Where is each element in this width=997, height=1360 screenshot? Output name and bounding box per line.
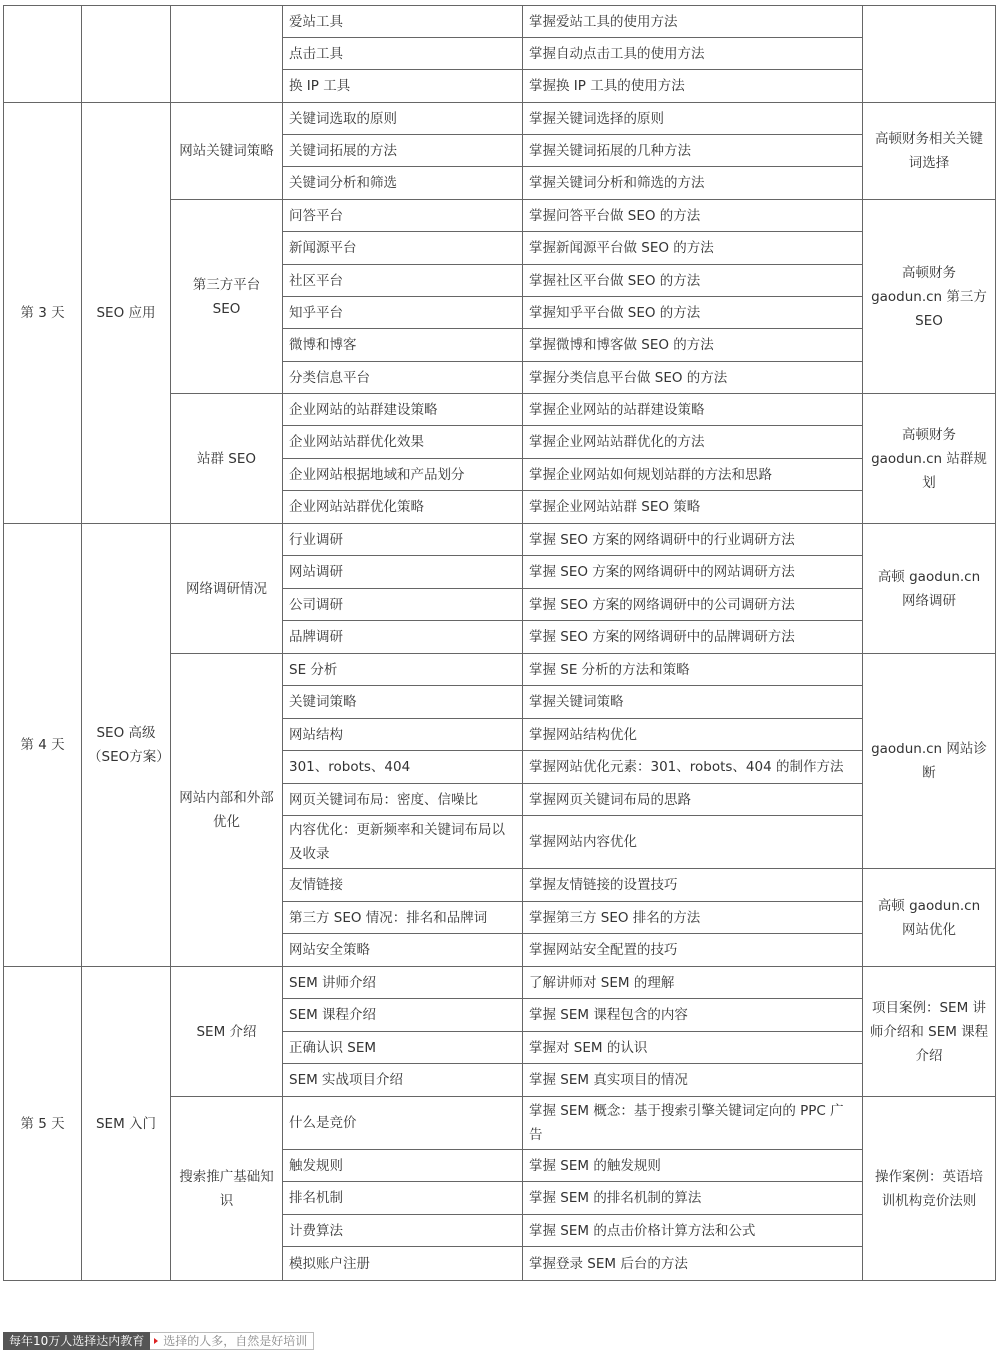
case-cell: 高顿财务 gaodun.cn 第三方 SEO bbox=[863, 200, 996, 394]
triangle-icon bbox=[154, 1338, 158, 1344]
goal-cell: 掌握 SEO 方案的网络调研中的品牌调研方法 bbox=[523, 621, 863, 654]
module-cell bbox=[82, 6, 171, 103]
goal-cell: 掌握 SEM 的触发规则 bbox=[523, 1150, 863, 1182]
goal-cell: 掌握 SEM 的排名机制的算法 bbox=[523, 1182, 863, 1215]
case-cell: 高顿 gaodun.cn 网络调研 bbox=[863, 524, 996, 654]
goal-cell: 掌握 SEM 的点击价格计算方法和公式 bbox=[523, 1215, 863, 1247]
section-cell: 网络调研情况 bbox=[171, 524, 283, 654]
goal-cell: 掌握 SEO 方案的网络调研中的网站调研方法 bbox=[523, 556, 863, 589]
day-cell: 第 4 天 bbox=[4, 524, 82, 967]
goal-cell: 了解讲师对 SEM 的理解 bbox=[523, 967, 863, 999]
section-cell: 网站关键词策略 bbox=[171, 103, 283, 200]
case-cell: 高顿 gaodun.cn 网站优化 bbox=[863, 869, 996, 967]
topic-cell: 网站调研 bbox=[283, 556, 523, 589]
topic-cell: 什么是竞价 bbox=[283, 1097, 523, 1150]
case-cell bbox=[863, 6, 996, 103]
goal-cell: 掌握关键词选择的原则 bbox=[523, 103, 863, 135]
section-cell bbox=[171, 6, 283, 103]
topic-cell: 企业网站根据地域和产品划分 bbox=[283, 459, 523, 491]
topic-cell: 第三方 SEO 情况：排名和品牌词 bbox=[283, 902, 523, 934]
goal-cell: 掌握第三方 SEO 排名的方法 bbox=[523, 902, 863, 934]
topic-cell: 爱站工具 bbox=[283, 6, 523, 38]
topic-cell: 网站安全策略 bbox=[283, 934, 523, 967]
table-row bbox=[4, 967, 996, 999]
topic-cell: 微博和博客 bbox=[283, 329, 523, 362]
goal-cell: 掌握微博和博客做 SEO 的方法 bbox=[523, 329, 863, 362]
topic-cell: SEM 课程介绍 bbox=[283, 999, 523, 1032]
section-cell: 第三方平台 SEO bbox=[171, 200, 283, 394]
topic-cell: 301、robots、404 bbox=[283, 751, 523, 784]
day-cell: 第 5 天 bbox=[4, 967, 82, 1281]
goal-cell: 掌握友情链接的设置技巧 bbox=[523, 869, 863, 902]
goal-cell: 掌握网站内容优化 bbox=[523, 816, 863, 869]
topic-cell: 友情链接 bbox=[283, 869, 523, 902]
case-cell: 高顿财务 gaodun.cn 站群规划 bbox=[863, 394, 996, 524]
topic-cell: 点击工具 bbox=[283, 38, 523, 70]
topic-cell: 关键词拓展的方法 bbox=[283, 135, 523, 167]
footer-badge: 每年10万人选择达内教育 bbox=[3, 1332, 150, 1350]
goal-cell: 掌握自动点击工具的使用方法 bbox=[523, 38, 863, 70]
goal-cell: 掌握网站优化元素：301、robots、404 的制作方法 bbox=[523, 751, 863, 784]
topic-cell: 行业调研 bbox=[283, 524, 523, 556]
goal-cell: 掌握新闻源平台做 SEO 的方法 bbox=[523, 232, 863, 265]
course-schedule-table bbox=[3, 5, 996, 1281]
case-cell: gaodun.cn 网站诊断 bbox=[863, 654, 996, 869]
topic-cell: 新闻源平台 bbox=[283, 232, 523, 265]
goal-cell: 掌握知乎平台做 SEO 的方法 bbox=[523, 297, 863, 329]
goal-cell: 掌握关键词分析和筛选的方法 bbox=[523, 167, 863, 200]
case-cell: 高顿财务相关关键词选择 bbox=[863, 103, 996, 200]
footer-slogan: 选择的人多，自然是好培训 bbox=[163, 1334, 308, 1348]
day-cell bbox=[4, 6, 82, 103]
topic-cell: 关键词选取的原则 bbox=[283, 103, 523, 135]
table-row bbox=[4, 103, 996, 135]
topic-cell: SE 分析 bbox=[283, 654, 523, 686]
topic-cell: 计费算法 bbox=[283, 1215, 523, 1247]
goal-cell: 掌握爱站工具的使用方法 bbox=[523, 6, 863, 38]
module-cell: SEM 入门 bbox=[82, 967, 171, 1281]
section-cell: 搜索推广基础知识 bbox=[171, 1097, 283, 1281]
section-cell: 站群 SEO bbox=[171, 394, 283, 524]
goal-cell: 掌握登录 SEM 后台的方法 bbox=[523, 1247, 863, 1281]
topic-cell: 知乎平台 bbox=[283, 297, 523, 329]
goal-cell: 掌握企业网站如何规划站群的方法和思路 bbox=[523, 459, 863, 491]
goal-cell: 掌握网站安全配置的技巧 bbox=[523, 934, 863, 967]
goal-cell: 掌握 SEO 方案的网络调研中的公司调研方法 bbox=[523, 589, 863, 621]
goal-cell: 掌握企业网站站群优化的方法 bbox=[523, 426, 863, 459]
goal-cell: 掌握分类信息平台做 SEO 的方法 bbox=[523, 362, 863, 394]
goal-cell: 掌握问答平台做 SEO 的方法 bbox=[523, 200, 863, 232]
section-cell: 网站内部和外部优化 bbox=[171, 654, 283, 967]
topic-cell: SEM 实战项目介绍 bbox=[283, 1064, 523, 1097]
case-cell: 操作案例：英语培训机构竞价法则 bbox=[863, 1097, 996, 1281]
footer-banner bbox=[3, 1332, 314, 1350]
topic-cell: 企业网站站群优化效果 bbox=[283, 426, 523, 459]
topic-cell: 排名机制 bbox=[283, 1182, 523, 1215]
topic-cell: 模拟账户注册 bbox=[283, 1247, 523, 1281]
goal-cell: 掌握关键词策略 bbox=[523, 686, 863, 719]
goal-cell: 掌握社区平台做 SEO 的方法 bbox=[523, 265, 863, 297]
day-cell: 第 3 天 bbox=[4, 103, 82, 524]
topic-cell: 正确认识 SEM bbox=[283, 1032, 523, 1064]
goal-cell: 掌握关键词拓展的几种方法 bbox=[523, 135, 863, 167]
topic-cell: 内容优化：更新频率和关键词布局以及收录 bbox=[283, 816, 523, 869]
topic-cell: 触发规则 bbox=[283, 1150, 523, 1182]
goal-cell: 掌握 SEO 方案的网络调研中的行业调研方法 bbox=[523, 524, 863, 556]
topic-cell: 网页关键词布局：密度、信噪比 bbox=[283, 784, 523, 816]
goal-cell: 掌握换 IP 工具的使用方法 bbox=[523, 70, 863, 103]
goal-cell: 掌握 SEM 真实项目的情况 bbox=[523, 1064, 863, 1097]
topic-cell: 公司调研 bbox=[283, 589, 523, 621]
goal-cell: 掌握网页关键词布局的思路 bbox=[523, 784, 863, 816]
section-cell: SEM 介绍 bbox=[171, 967, 283, 1097]
topic-cell: 社区平台 bbox=[283, 265, 523, 297]
case-cell: 项目案例：SEM 讲师介绍和 SEM 课程介绍 bbox=[863, 967, 996, 1097]
topic-cell: 企业网站站群优化策略 bbox=[283, 491, 523, 524]
table-row bbox=[4, 524, 996, 556]
module-cell: SEO 应用 bbox=[82, 103, 171, 524]
topic-cell: 关键词分析和筛选 bbox=[283, 167, 523, 200]
topic-cell: 网站结构 bbox=[283, 719, 523, 751]
goal-cell: 掌握 SEM 课程包含的内容 bbox=[523, 999, 863, 1032]
module-cell: SEO 高级（SEO方案） bbox=[82, 524, 171, 967]
goal-cell: 掌握 SEM 概念：基于搜索引擎关键词定向的 PPC 广告 bbox=[523, 1097, 863, 1150]
goal-cell: 掌握 SE 分析的方法和策略 bbox=[523, 654, 863, 686]
topic-cell: SEM 讲师介绍 bbox=[283, 967, 523, 999]
goal-cell: 掌握网站结构优化 bbox=[523, 719, 863, 751]
goal-cell: 掌握企业网站的站群建设策略 bbox=[523, 394, 863, 426]
topic-cell: 关键词策略 bbox=[283, 686, 523, 719]
footer-slogan-box bbox=[150, 1332, 314, 1350]
topic-cell: 分类信息平台 bbox=[283, 362, 523, 394]
topic-cell: 换 IP 工具 bbox=[283, 70, 523, 103]
topic-cell: 品牌调研 bbox=[283, 621, 523, 654]
topic-cell: 企业网站的站群建设策略 bbox=[283, 394, 523, 426]
goal-cell: 掌握对 SEM 的认识 bbox=[523, 1032, 863, 1064]
table-row bbox=[4, 6, 996, 38]
goal-cell: 掌握企业网站站群 SEO 策略 bbox=[523, 491, 863, 524]
topic-cell: 问答平台 bbox=[283, 200, 523, 232]
